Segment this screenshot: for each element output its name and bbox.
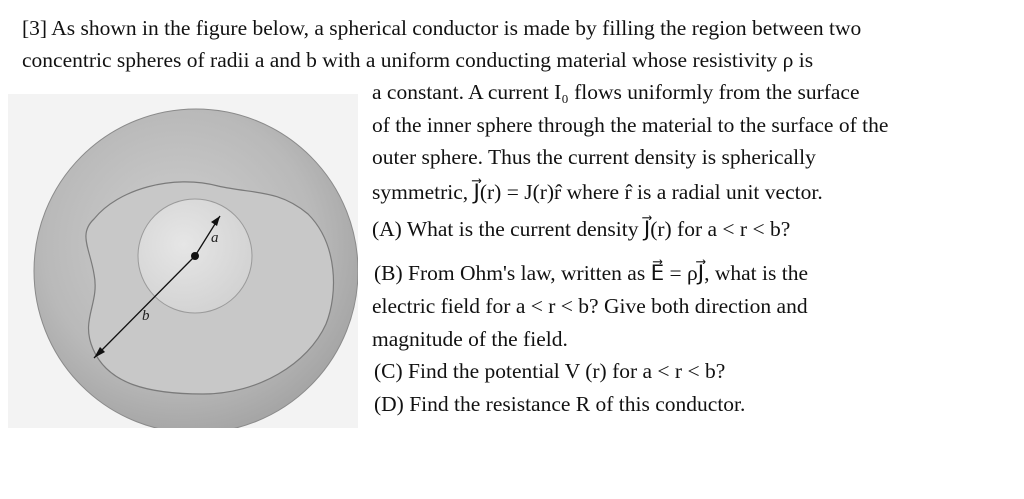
question-b-line-3: magnitude of the field.: [372, 327, 568, 351]
problem-line-4: of the inner sphere through the material to the surface of the: [372, 113, 889, 137]
spherical-conductor-figure: [8, 94, 358, 428]
label-b: b: [142, 308, 150, 324]
question-d: (D) Find the resistance R of this conductor.: [374, 392, 746, 416]
problem-line-6: symmetric, J⃗(r) = J(r)r̂ where r̂ is a radial unit vector.: [372, 180, 823, 204]
problem-line-2: concentric spheres of radii a and b with a uniform conducting material whose resistivity ρ is: [22, 48, 814, 72]
question-b-line-2: electric field for a < r < b? Give both direction and: [372, 294, 808, 318]
label-a: a: [211, 230, 219, 246]
question-b-line-1: (B) From Ohm's law, written as E⃗ = ρJ⃗, what is the: [374, 261, 808, 285]
problem-line-5: outer sphere. Thus the current density is spherically: [372, 145, 816, 169]
question-a: (A) What is the current density J⃗(r) for a < r < b?: [372, 217, 791, 241]
problem-line-3: a constant. A current I₀ flows uniformly from the surface: [372, 80, 860, 104]
problem-line-1: [3] As shown in the figure below, a spherical conductor is made by filling the region between two: [22, 16, 862, 40]
question-c: (C) Find the potential V (r) for a < r < b?: [374, 359, 726, 383]
